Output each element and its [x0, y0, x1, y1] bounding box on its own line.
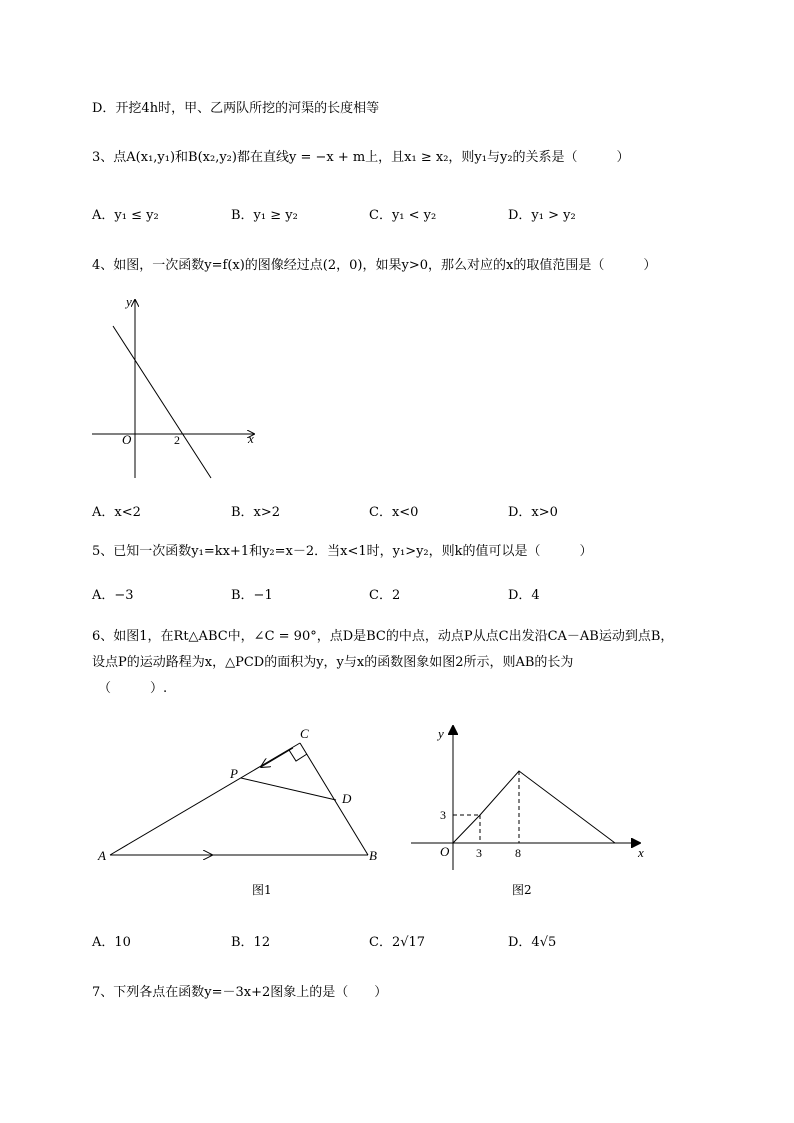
q6-figure-2-caption: 图2 [512, 883, 532, 897]
q6-figure-2-graph [408, 718, 658, 878]
q4-function-line [113, 326, 211, 478]
fig1-label-p: P [230, 766, 238, 781]
q4-option-a[interactable]: A．x<2 [92, 505, 141, 520]
q4-x-label: x [248, 431, 254, 446]
q5-option-a[interactable]: A．−3 [92, 588, 134, 603]
q5-stem: 5、已知一次函数y₁=kx+1和y₂=x－2．当x<1时，y₁>y₂，则k的值可以是（ ） [92, 544, 593, 559]
q6-option-c[interactable]: C．2√17 [369, 935, 426, 950]
q6-option-d[interactable]: D．4√5 [508, 935, 557, 950]
q5-option-b[interactable]: B．−1 [231, 588, 273, 603]
q6-stem-line-2: 设点P的运动路程为x，△PCD的面积为y，y与x的函数图象如图2所示，则AB的长为 [92, 655, 574, 670]
q4-option-b[interactable]: B．x>2 [231, 505, 281, 520]
q6-figure-1-triangle [90, 718, 390, 868]
q4-option-c[interactable]: C．x<0 [369, 505, 419, 520]
q-prev-option-d: D．开挖4h时，甲、乙两队所挖的河渠的长度相等 [92, 101, 380, 116]
q3-option-c[interactable]: C．y₁ < y₂ [369, 208, 437, 223]
fig1-label-b: B [369, 848, 377, 863]
q5-option-d[interactable]: D．4 [508, 588, 540, 603]
q6-figure-1-caption: 图1 [252, 883, 272, 897]
q4-option-d[interactable]: D．x>0 [508, 505, 558, 520]
q5-option-c[interactable]: C．2 [369, 588, 401, 603]
fig1-label-c: C [300, 726, 309, 741]
fig2-origin-label: O [440, 844, 450, 859]
q4-origin-label: O [122, 432, 132, 447]
fig2-y-tick-3: 3 [440, 808, 446, 822]
q3-option-a[interactable]: A．y₁ ≤ y₂ [92, 208, 159, 223]
q6-option-b[interactable]: B．12 [231, 935, 271, 950]
fig2-function-polyline [453, 771, 615, 843]
fig2-x-tick-3: 3 [476, 846, 482, 860]
q4-x-intercept-label: 2 [174, 433, 180, 447]
q7-stem: 7、下列各点在函数y=－3x+2图象上的是（ ） [92, 985, 388, 1000]
q3-option-b[interactable]: B．y₁ ≥ y₂ [231, 208, 298, 223]
fig2-x-tick-8: 8 [515, 846, 521, 860]
q4-stem: 4、如图，一次函数y=f(x)的图像经过点(2，0)，如果y>0，那么对应的x的取值范围是（ ） [92, 258, 657, 273]
q6-stem-line-1: 6、如图1，在Rt△ABC中，∠C = 90°，点D是BC的中点，动点P从点C出发沿CA－AB运动到点B， [92, 629, 674, 644]
q4-linear-function-graph [88, 292, 263, 484]
q3-option-d[interactable]: D．y₁ > y₂ [508, 208, 576, 223]
fig2-x-label: x [638, 845, 644, 860]
q3-stem: 3、点A(x₁,y₁)和B(x₂,y₂)都在直线y = −x + m上，且x₁ ≥ x₂，则y₁与y₂的关系是（ ） [92, 150, 630, 165]
q4-y-label: y [126, 294, 132, 309]
q6-option-a[interactable]: A．10 [92, 935, 131, 950]
fig2-y-label: y [438, 726, 444, 741]
fig1-label-a: A [98, 848, 106, 863]
fig1-label-d: D [342, 791, 352, 806]
q6-stem-line-3: （ ）. [98, 681, 168, 696]
